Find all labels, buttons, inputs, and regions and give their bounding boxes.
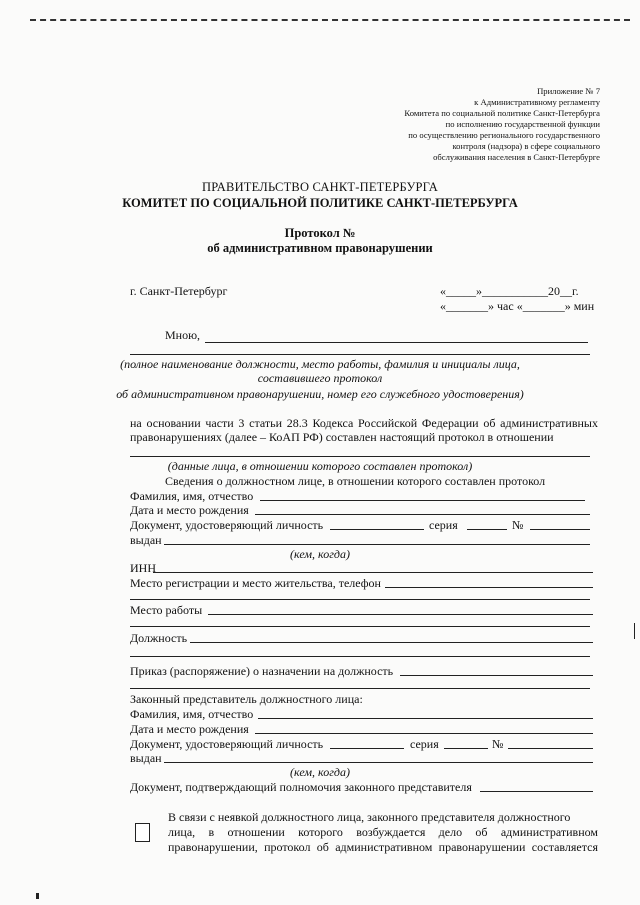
- appendix-line: к Административному регламенту: [474, 97, 600, 107]
- appendix-block: [404, 86, 600, 163]
- date-field[interactable]: «_____»___________20__г.: [440, 284, 579, 298]
- official-position-label: Должность: [130, 631, 188, 645]
- representative-birth-field[interactable]: [255, 733, 593, 734]
- scan-artifact-mark: [634, 623, 635, 639]
- absence-line-1: В связи с неявкой должностного лица, законного представителя должностного: [168, 810, 571, 824]
- official-inn-field[interactable]: [153, 572, 593, 573]
- government-title: ПРАВИТЕЛЬСТВО САНКТ-ПЕТЕРБУРГА: [202, 180, 438, 194]
- representative-number-label: №: [492, 737, 504, 751]
- official-issued-hint: (кем, когда): [290, 547, 350, 561]
- official-workplace-field[interactable]: [208, 614, 593, 615]
- representative-document-label: Документ, удостоверяющий личность: [130, 737, 324, 751]
- appendix-line: Приложение № 7: [537, 86, 600, 96]
- appendix-line: по исполнению государственной функции: [445, 119, 600, 129]
- official-residence-label: Место регистрации и место жительства, телефон: [130, 576, 381, 590]
- official-residence-field-cont[interactable]: [130, 599, 590, 600]
- committee-title: КОМИТЕТ ПО СОЦИАЛЬНОЙ ПОЛИТИКЕ САНКТ-ПЕТЕРБУРГА: [122, 196, 518, 210]
- basis-line-1: на основании части 3 статьи 28.3 Кодекса Российской Федерации об административных: [130, 416, 598, 430]
- protocol-subtitle: об административном правонарушении: [207, 241, 433, 255]
- by-me-label: Мною,: [165, 328, 201, 342]
- scan-artifact-corner: [36, 893, 39, 899]
- official-document-field[interactable]: [330, 529, 424, 530]
- representative-document-field[interactable]: [330, 748, 404, 749]
- official-series-field[interactable]: [467, 529, 507, 530]
- by-me-hint-3: об административном правонарушении, номер его служебного удостоверения): [116, 387, 524, 401]
- by-me-hint-1: (полное наименование должности, место работы, фамилия и инициалы лица,: [120, 357, 520, 371]
- representative-issued-hint: (кем, когда): [290, 765, 350, 779]
- official-inn-label: ИНН: [130, 561, 156, 575]
- official-order-field-cont[interactable]: [130, 688, 590, 689]
- official-document-label: Документ, удостоверяющий личность: [130, 518, 324, 532]
- representative-issued-field[interactable]: [164, 762, 593, 763]
- absence-checkbox[interactable]: [135, 823, 150, 842]
- official-issued-label: выдан: [130, 533, 162, 547]
- absence-line-2: лица, в отношении которого возбуждается дело об административном: [168, 825, 598, 839]
- by-me-field-cont[interactable]: [130, 354, 590, 355]
- official-residence-field[interactable]: [385, 587, 593, 588]
- official-workplace-field-cont[interactable]: [130, 626, 590, 627]
- subject-hint: (данные лица, в отношении которого составлен протокол): [167, 459, 473, 473]
- official-position-field[interactable]: [190, 642, 593, 643]
- official-full-name-field[interactable]: [260, 500, 585, 501]
- official-full-name-label: Фамилия, имя, отчество: [130, 489, 254, 503]
- representative-series-field[interactable]: [444, 748, 488, 749]
- absence-line-3: правонарушении, протокол об административном правонарушении составляется: [168, 840, 598, 854]
- by-me-field[interactable]: [205, 342, 588, 343]
- scan-border-dashes: [30, 19, 630, 21]
- representative-number-field[interactable]: [508, 748, 593, 749]
- authority-doc-label: Документ, подтверждающий полномочия законного представителя: [130, 780, 472, 794]
- representative-issued-label: выдан: [130, 751, 162, 765]
- appendix-line: по осуществлению регионального государственного: [408, 130, 600, 140]
- representative-series-label: серия: [410, 737, 439, 751]
- representative-heading: Законный представитель должностного лица:: [130, 692, 363, 706]
- official-number-field[interactable]: [530, 529, 590, 530]
- official-order-field[interactable]: [400, 675, 593, 676]
- official-number-label: №: [512, 518, 524, 532]
- representative-full-name-field[interactable]: [258, 718, 593, 719]
- city-label: г. Санкт-Петербург: [130, 284, 228, 298]
- official-heading: Сведения о должностном лице, в отношении которого составлен протокол: [165, 474, 546, 488]
- official-issued-field[interactable]: [164, 544, 590, 545]
- appendix-line: контроля (надзора) в сфере социального: [452, 141, 600, 151]
- protocol-title: Протокол №: [284, 226, 356, 240]
- representative-full-name-label: Фамилия, имя, отчество: [130, 707, 254, 721]
- official-position-field-cont[interactable]: [130, 656, 590, 657]
- by-me-hint-2: составившего протокол: [257, 371, 383, 385]
- subject-field[interactable]: [130, 456, 590, 457]
- official-birth-label: Дата и место рождения: [130, 503, 249, 517]
- official-order-label: Приказ (распоряжение) о назначении на должность: [130, 664, 394, 678]
- official-workplace-label: Место работы: [130, 603, 203, 617]
- representative-birth-label: Дата и место рождения: [130, 722, 249, 736]
- appendix-line: Комитета по социальной политике Санкт-Петербурга: [404, 108, 600, 118]
- appendix-line: обслуживания населения в Санкт-Петербурге: [433, 152, 600, 162]
- official-birth-field[interactable]: [255, 514, 590, 515]
- time-field[interactable]: «_______» час «_______» мин: [440, 299, 595, 313]
- basis-line-2: правонарушениях (далее – КоАП РФ) составлен настоящий протокол в отношении: [130, 430, 554, 444]
- authority-doc-field[interactable]: [480, 791, 593, 792]
- official-series-label: серия: [429, 518, 458, 532]
